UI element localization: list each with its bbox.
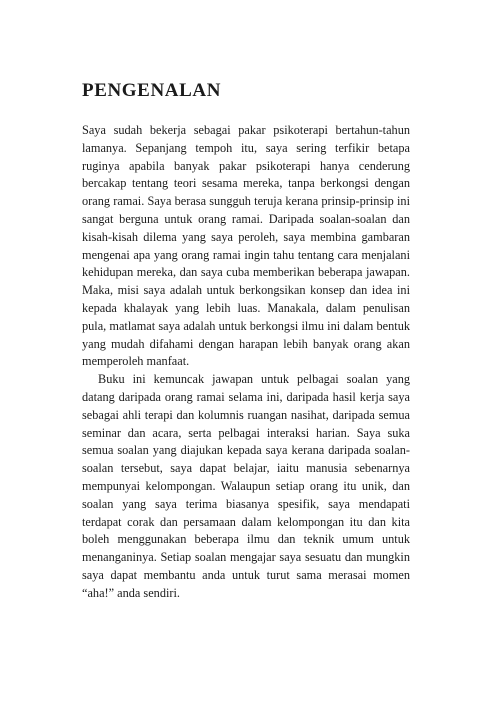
chapter-heading: PENGENALAN bbox=[82, 80, 222, 101]
body-paragraph-2: Buku ini kemuncak jawapan untuk pelbagai soalan yang datang daripada orang ramai selama ini, daripada hasil kerja saya sebagai ahli terapi dan kolumnis ruangan nasihat, daripada semua seminar dan acara, serta pelbagai interaksi harian. Saya suka semua soalan yang diajukan kepada saya kerana daripada soalan-soalan tersebut, saya dapat belajar, iaitu manusia sebenarnya mempunyai kelompongan. Walaupun setiap orang itu unik, dan soalan yang saya terima biasanya spesifik, saya mendapati terdapat corak dan persamaan dalam kelompongan itu dan kita boleh menggunakan beberapa ilmu dan teknik umum untuk menanganinya. Setiap soalan mengajar saya sesuatu dan mungkin saya dapat membantu anda untuk turut sama merasai momen “aha!” anda sendiri. bbox=[82, 372, 410, 600]
book-page bbox=[82, 0, 410, 603]
body-paragraph-1: Saya sudah bekerja sebagai pakar psikoterapi bertahun-tahun lamanya. Sepanjang tempoh itu, saya sering terfikir betapa ruginya apabila banyak pakar psikoterapi hanya cenderung bercakap tentang teori sesama mereka, tanpa berkongsi dengan orang ramai. Saya berasa sungguh teruja kerana prinsip-prinsip ini sangat berguna untuk orang ramai. Daripada soalan-soalan dan kisah-kisah dilema yang saya peroleh, saya membina gambaran mengenai apa yang orang ramai ingin tahu tentang cara menjalani kehidupan mereka, dan saya cuba memberikan beberapa jawapan. Maka, misi saya adalah untuk berkongsikan konsep dan idea ini kepada khalayak yang lebih luas. Manakala, dalam penulisan pula, matlamat saya adalah untuk berkongsi ilmu ini dalam bentuk yang mudah difahami dengan harapan lebih banyak orang akan memperoleh manfaat. bbox=[82, 123, 410, 369]
